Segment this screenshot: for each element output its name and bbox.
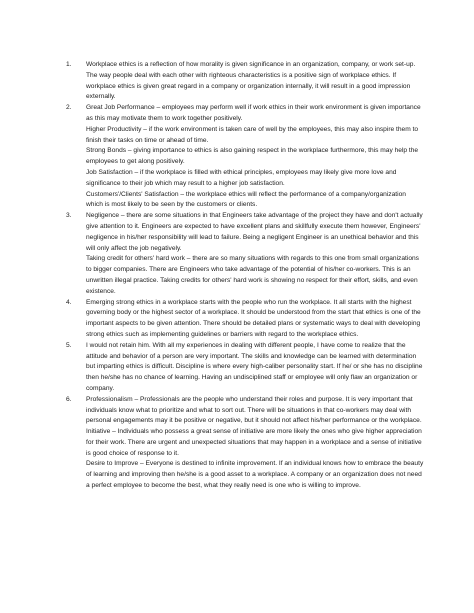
list-item-5 — [66, 341, 424, 395]
item-paragraph: Customers'/Clients' Satisfaction – the workplace ethics will reflect the performance of a company/organization which is most likely to be seen by the customers or clients. — [86, 190, 406, 209]
item-paragraph: Professionalism – Professionals are the people who understand their roles and purpose. It is very important that individuals know what to prioritize and what to sort out. There will be situations in that co-workers may deal with personal engagements may it be positive or negative, but it should not affect his/her performance or the workplace. — [86, 395, 422, 425]
list-item-3 — [66, 211, 424, 297]
item-paragraph: Negligence – there are some situations in that Engineers take advantage of the project they have and don't actually give attention to it. Engineers are expected to have excellent plans and skillfully execute them however, Engineers' negligence in his/her responsibility will lead to failure. Being a negligent Engineer is an unethical behavior and this will only affect the job negatively. — [86, 212, 423, 252]
item-number: 6. — [66, 395, 72, 403]
item-paragraph: Taking credit for others' hard work – there are so many situations with regards to this one from small organizations to bigger companies. There are Engineers who take advantage of the potential of his/her co-workers. This is an unwritten illegal practice. Taking credits for others' hard work is showing no respect for their effort, skills, and even existence. — [86, 255, 419, 295]
list-item-2 — [66, 103, 424, 211]
item-paragraph: Great Job Performance – employees may perform well if work ethics in their work environment is given importance as this may motivate them to work together positively. — [86, 104, 421, 122]
item-paragraph: Strong Bonds – giving importance to ethics is also gaining respect in the workplace furthermore, this may help the employees to get along positively. — [86, 147, 419, 166]
item-paragraph: Higher Productivity – if the work environment is taken care of well by the employees, this may also inspire them to finish their tasks on time or ahead of time. — [86, 125, 419, 144]
item-paragraph: I would not retain him. With all my experiences in dealing with different people, I have come to realize that the attitude and behavior of a person are very important. The skills and knowledge can be learned with determination but imparting ethics is difficult. Discipline is where every high-caliber personality start. If he/ or she has no discipline then he/she has no chance of learning. Having an undisciplined staff or employee will only flaw an organization or company. — [86, 341, 423, 392]
item-number: 1. — [66, 61, 72, 68]
list-item-4 — [66, 298, 424, 341]
list-item-6 — [66, 395, 424, 492]
item-number: 2. — [66, 104, 72, 112]
item-paragraph: Emerging strong ethics in a workplace starts with the people who run the workplace. It all starts with the highest governing body or the highest sector of a workplace. It should be understood from the start that ethics is one of the important aspects to be given attention. There should be detailed plans or systematic ways to deal with developing strong ethics such as implementing guidelines or barriers with regard to the workplace ethics. — [86, 298, 421, 338]
list-item-1 — [66, 60, 424, 103]
item-number: 3. — [66, 212, 72, 220]
item-paragraph: Workplace ethics is a reflection of how morality is given significance in an organization, company, or work set-up. The way people deal with each other with righteous characteristics is a positive sign of workplace ethics. If workplace ethics is given great regard in a company or organization internally, it will result in a good impression externally. — [86, 61, 416, 101]
item-number: 4. — [66, 298, 72, 306]
item-paragraph: Initiative – Individuals who possess a great sense of initiative are more likely the ones who give higher appreciation for their work. There are urgent and unexpected situations that may happen in a workplace and a sense of initiative is good choice of response to it. — [86, 428, 422, 457]
item-paragraph: Job Satisfaction – if the workplace is filled with ethical principles, employees may likely give more love and significance to their job which may result to a higher job satisfaction. — [86, 168, 397, 187]
item-paragraph: Desire to Improve – Everyone is destined to infinite improvement. If an individual knows how to embrace the beauty of learning and improving then he/she is a good asset to a workplace. A company or an organization does not need a perfect employee to become the best, what they really need is one who is willing to improve. — [86, 460, 424, 490]
numbered-answer-list — [66, 60, 424, 492]
item-number: 5. — [66, 341, 72, 349]
